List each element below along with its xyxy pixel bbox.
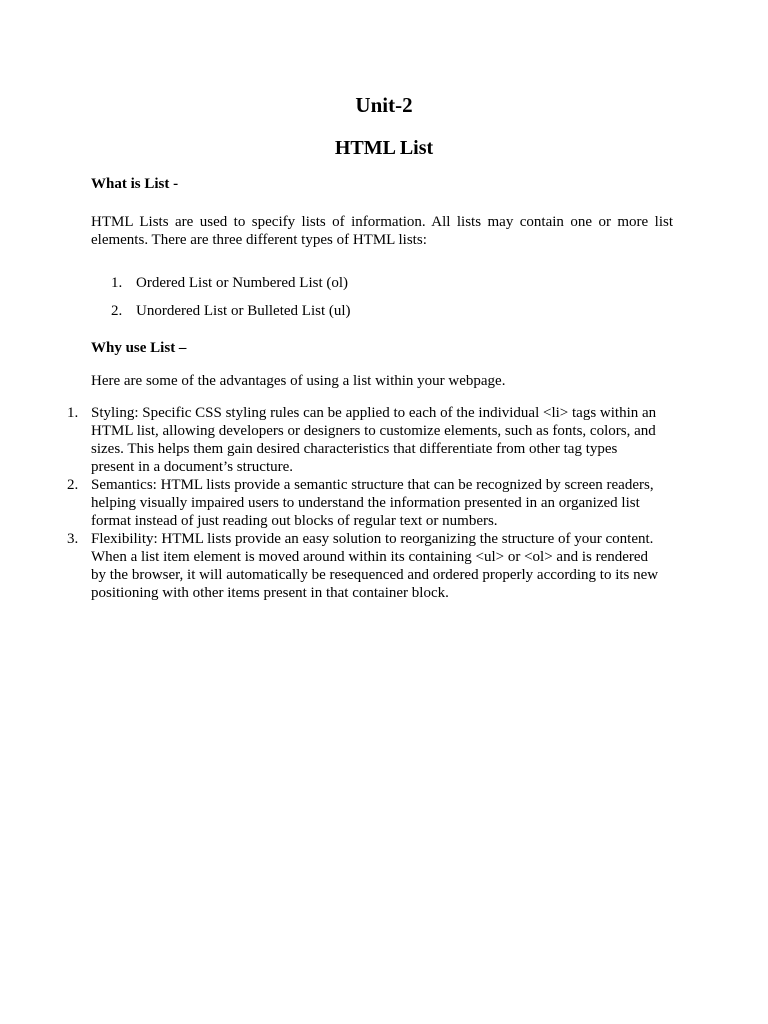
- list-item-text: Flexibility: HTML lists provide an easy solution to reorganizing the structure of your content. When a list item element is moved around within its containing <ul> or <ol> and is rendered by the browser, it will automatically be resequenced and ordered properly according to its new positioning with other items present in that container block.: [91, 531, 659, 601]
- list-item-number: 1.: [67, 405, 79, 421]
- list-item: [0, 404, 663, 476]
- unit-title: Unit-2: [355, 93, 413, 117]
- page-title: HTML List: [334, 137, 434, 159]
- list-item-number: 2.: [111, 303, 123, 319]
- list-item-text: Styling: Specific CSS styling rules can be applied to each of the individual <li> tags within an HTML list, allowing developers or designers to customize elements, such as fonts, colors, and sizes. This helps them gain desired characteristics that differentiate from other tag types present in a document’s structure.: [91, 405, 657, 475]
- advantages-list: [0, 404, 663, 602]
- advantages-intro-paragraph: Here are some of the advantages of using a list within your webpage.: [91, 373, 506, 389]
- why-use-list-heading: Why use List –: [91, 340, 187, 356]
- intro-paragraph: HTML Lists are used to specify lists of information. All lists may contain one or more list elements. There are three different types of HTML lists:: [91, 214, 673, 248]
- list-item: [0, 530, 663, 602]
- list-item-text: Unordered List or Bulleted List (ul): [136, 303, 351, 319]
- list-item: [0, 476, 663, 530]
- what-is-list-heading: What is List -: [91, 176, 179, 192]
- list-item-number: 3.: [67, 531, 79, 547]
- list-item-number: 1.: [111, 275, 123, 291]
- list-item-text: Ordered List or Numbered List (ol): [136, 275, 349, 291]
- list-item-number: 2.: [67, 477, 79, 493]
- list-item-text: Semantics: HTML lists provide a semantic structure that can be recognized by screen readers, helping visually impaired users to understand the information presented in an organized list format instead of just reading out blocks of regular text or numbers.: [91, 477, 654, 529]
